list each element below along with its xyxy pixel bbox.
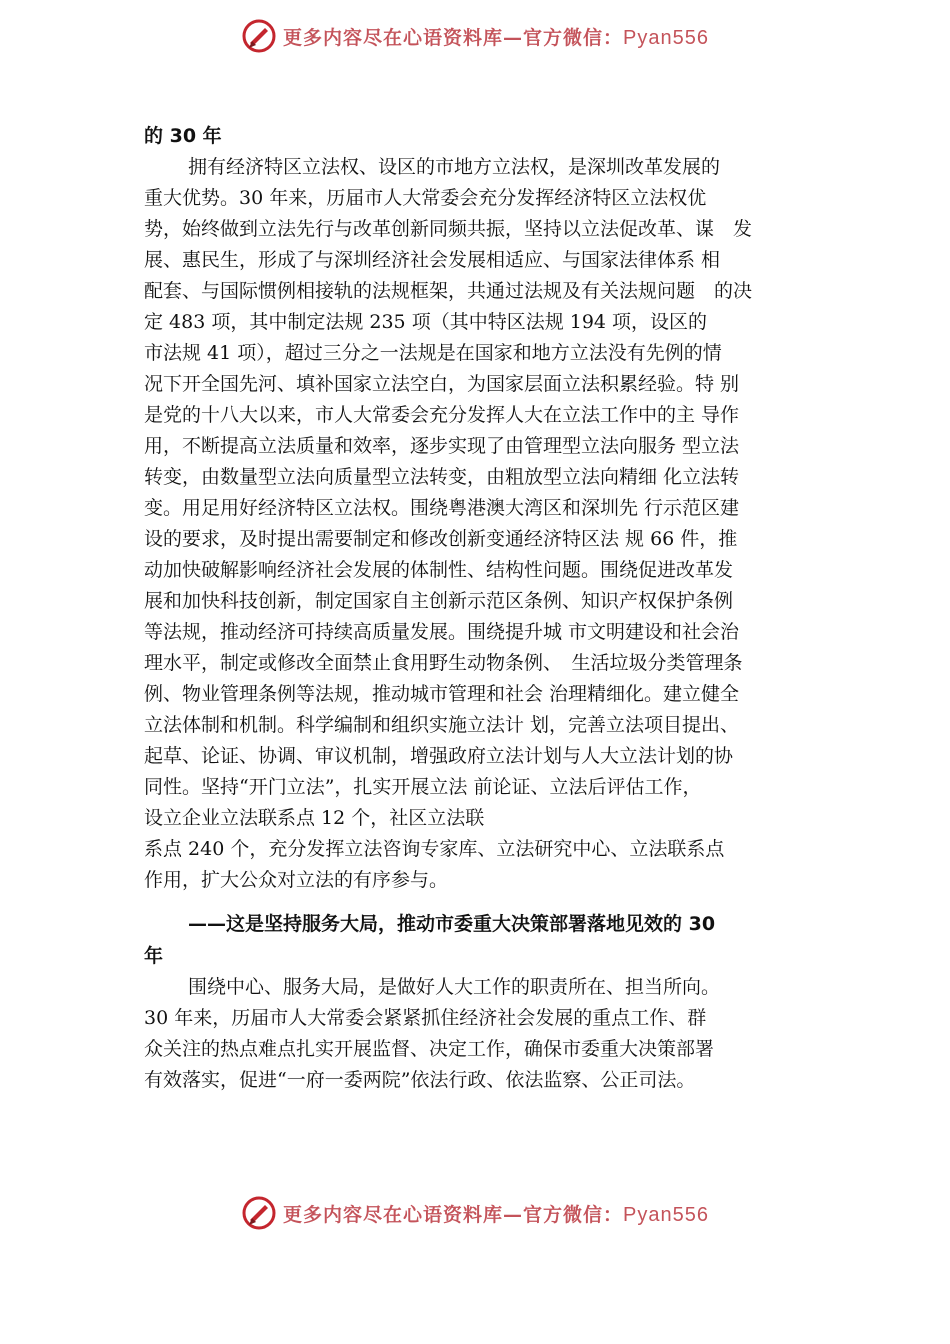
text-line: 起草、论证、协调、审议机制，增强政府立法计划与人大立法计划的协: [144, 745, 734, 767]
text-line: 理水平，制定或修改全面禁止食用野生动物条例、 生活垃圾分类管理条: [144, 652, 743, 674]
text-line: 配套、与国际惯例相接轨的法规框架，共通过法规及有关法规问题 的决: [144, 280, 753, 302]
text-line: 立法体制和机制。科学编制和组织实施立法计 划，完善立法项目提出、: [144, 714, 740, 736]
paragraph-service: [144, 972, 834, 1096]
wechat-id: Pyan556: [623, 26, 709, 49]
text-line: 系点 240 个，充分发挥立法咨询专家库、立法研究中心、立法联系点: [144, 838, 725, 860]
watermark-text: 更多内容尽在心语资料库—官方微信：Pyan556: [283, 1203, 709, 1226]
text-line: 展和加快科技创新，制定国家自主创新示范区条例、知识产权保护条例: [144, 590, 734, 612]
text-line: 设立企业立法联系点 12 个，社区立法联: [144, 807, 485, 829]
text-line: 用，不断提高立法质量和效率，逐步实现了由管理型立法向服务 型立法: [144, 435, 740, 457]
text-line: 同性。坚持“开门立法”，扎实开展立法 前论证、立法后评估工作，: [144, 776, 702, 798]
text-line: 展、惠民生，形成了与深圳经济社会发展相适应、与国家法律体系 相: [144, 249, 721, 271]
text-line: 例、物业管理条例等法规，推动城市管理和社会 治理精细化。建立健全: [144, 683, 740, 705]
text-line: 围绕中心、服务大局，是做好人大工作的职责所在、担当所向。: [188, 976, 721, 998]
text-line: 有效落实，促进“一府一委两院”依法行政、依法监察、公正司法。: [144, 1069, 696, 1091]
logo-icon: [241, 18, 277, 54]
subheading-line: ——这是坚持服务大局，推动市委重大决策部署落地见效的 30: [188, 913, 716, 935]
text-line: 重大优势。30 年来，历届市人大常委会充分发挥经济特区立法权优: [144, 187, 707, 209]
text-line: 况下开全国先河、填补国家立法空白，为国家层面立法积累经验。特 别: [144, 373, 740, 395]
text-line: 动加快破解影响经济社会发展的体制性、结构性问题。围绕促进改革发: [144, 559, 734, 581]
text-line: 等法规，推动经济可持续高质量发展。围绕提升城 市文明建设和社会治: [144, 621, 740, 643]
text-line: 拥有经济特区立法权、设区的市地方立法权，是深圳改革发展的: [188, 156, 721, 178]
text-line: 是党的十八大以来，市人大常委会充分发挥人大在立法工作中的主 导作: [144, 404, 740, 426]
subheading-line: 年: [144, 945, 164, 967]
text-line: 市法规 41 项），超过三分之一法规是在国家和地方立法没有先例的情: [144, 342, 722, 364]
text-line: 30 年来，历届市人大常委会紧紧抓住经济社会发展的重点工作、群: [144, 1007, 707, 1029]
text-line: 定 483 项，其中制定法规 235 项（其中特区法规 194 项，设区的: [144, 311, 708, 333]
watermark-banner-top: [0, 16, 950, 56]
text-line: 众关注的热点难点扎实开展监督、决定工作，确保市委重大决策部署: [144, 1038, 715, 1060]
watermark-banner-bottom: [0, 1193, 950, 1233]
section-subheading: [144, 908, 834, 972]
wechat-id: Pyan556: [623, 1203, 709, 1226]
logo-icon: [241, 1195, 277, 1231]
text-line: 设的要求，及时提出需要制定和修改创新变通经济特区法 规 66 件，推: [144, 528, 738, 550]
section-heading-tail: 的 30 年: [144, 125, 222, 147]
text-line: 转变，由数量型立法向质量型立法转变，由粗放型立法向精细 化立法转: [144, 466, 740, 488]
document-body: [144, 120, 834, 1096]
text-line: 变。用足用好经济特区立法权。围绕粤港澳大湾区和深圳先 行示范区建: [144, 497, 740, 519]
watermark-text: 更多内容尽在心语资料库—官方微信：Pyan556: [283, 26, 709, 49]
text-line: 势，始终做到立法先行与改革创新同频共振，坚持以立法促改革、谋 发: [144, 218, 753, 240]
paragraph-legislation: [144, 152, 834, 896]
text-line: 作用，扩大公众对立法的有序参与。: [144, 869, 449, 891]
